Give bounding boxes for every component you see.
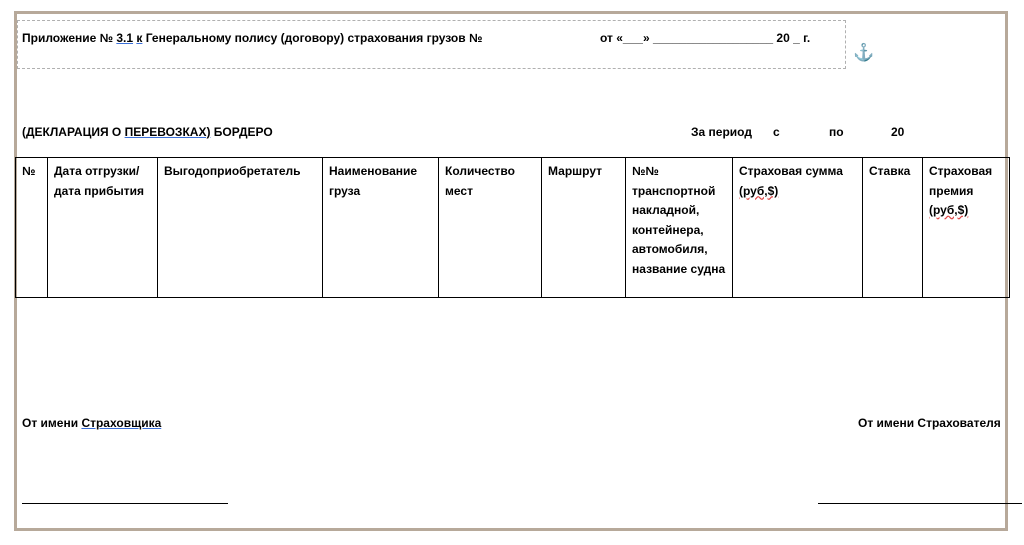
col-shipment-date: Дата отгрузки/дата прибытия [48,158,158,298]
appendix-date: от «___» __________________ 20 _ г. [600,31,811,45]
currency-note: (руб,$) [929,203,969,217]
table-header-row [16,158,1010,298]
col-sum-insured: Страховая сумма (руб,$) [733,158,863,298]
insurer-signature-label: От имени Страховщика [22,416,162,430]
col-number: № [16,158,48,298]
insurer-signature-line [22,503,228,504]
declaration-title: (ДЕКЛАРАЦИЯ О ПЕРЕВОЗКАХ) БОРДЕРО [22,125,273,139]
appendix-line: Приложение № 3.1 к Генеральному полису (договору) страхования грузов № [22,31,483,45]
period-year: 20 [891,125,905,139]
bordereau-table [15,157,1010,298]
col-cargo-name: Наименование груза [323,158,439,298]
currency-note: (руб,$) [739,183,779,198]
insured-signature-line [818,503,1022,504]
col-transport-docs: №№ транспортной накладной, контейнера, автомобиля, название судна [626,158,733,298]
col-route: Маршрут [542,158,626,298]
col-quantity: Количество мест [439,158,542,298]
anchor-icon: ⚓ [853,43,875,62]
period-label: За период [691,125,752,139]
period-to: по [829,125,844,139]
period-from: с [773,125,780,139]
col-rate: Ставка [863,158,923,298]
col-beneficiary: Выгодоприобретатель [158,158,323,298]
col-premium: Страховая премия (руб,$) [923,158,1010,298]
insured-signature-label: От имени Страхователя [858,416,1001,430]
